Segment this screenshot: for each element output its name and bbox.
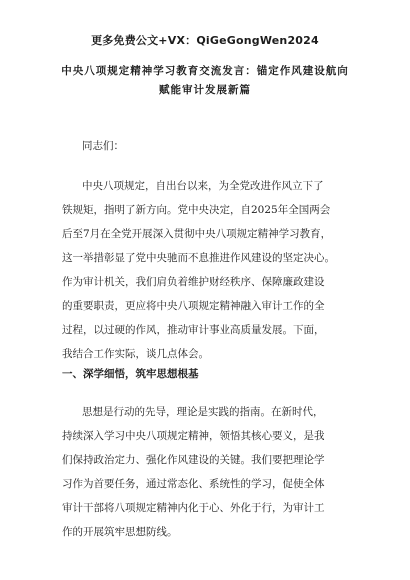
paragraph-line: 铁规矩，指明了新方向。党中央决定，自2025年全国两会 <box>62 204 331 216</box>
paragraph-line: 们保持政治定力、强化作风建设的关键。我们要把理论学 <box>62 454 325 466</box>
paragraph-line: 思想是行动的先导，理论是实践的指南。在新时代， <box>82 406 324 418</box>
paragraph-line: 这一举措彰显了党中央驰而不息推进作风建设的坚定决心。 <box>62 252 335 264</box>
paragraph-line: 作的开展筑牢思想防线。 <box>62 526 178 538</box>
document-title-line-1: 中央八项规定精神学习教育交流发言：锚定作风建设航向 <box>61 65 349 77</box>
greeting: 同志们： <box>82 140 124 152</box>
section-heading: 一、深学细悟，筑牢思想根基 <box>62 368 199 380</box>
paragraph-line: 作为审计机关，我们肩负着维护财经秩序、保障廉政建设 <box>62 276 325 288</box>
paragraph-line: 中央八项规定，自出台以来，为全党改进作风立下了 <box>82 180 324 192</box>
paragraph-line: 我结合工作实际，谈几点体会。 <box>62 348 209 360</box>
promo-header: 更多免费公文+VX：QiGeGongWen2024 <box>91 34 319 47</box>
paragraph-line: 的重要职责，更应将中央八项规定精神融入审计工作的全 <box>62 300 325 312</box>
paragraph-line: 持续深入学习中央八项规定精神，领悟其核心要义，是我 <box>62 430 325 442</box>
paragraph-line: 审计干部将八项规定精神内化于心、外化于行，为审计工 <box>62 502 325 514</box>
paragraph-line: 习作为首要任务，通过常态化、系统性的学习，促使全体 <box>62 478 325 490</box>
paragraph-line: 后至7月在全党开展深入贯彻中央八项规定精神学习教育， <box>62 228 332 240</box>
paragraph-line: 过程，以过硬的作风，推动审计事业高质量发展。下面， <box>62 324 325 336</box>
document-title-line-2: 赋能审计发展新篇 <box>159 84 251 96</box>
